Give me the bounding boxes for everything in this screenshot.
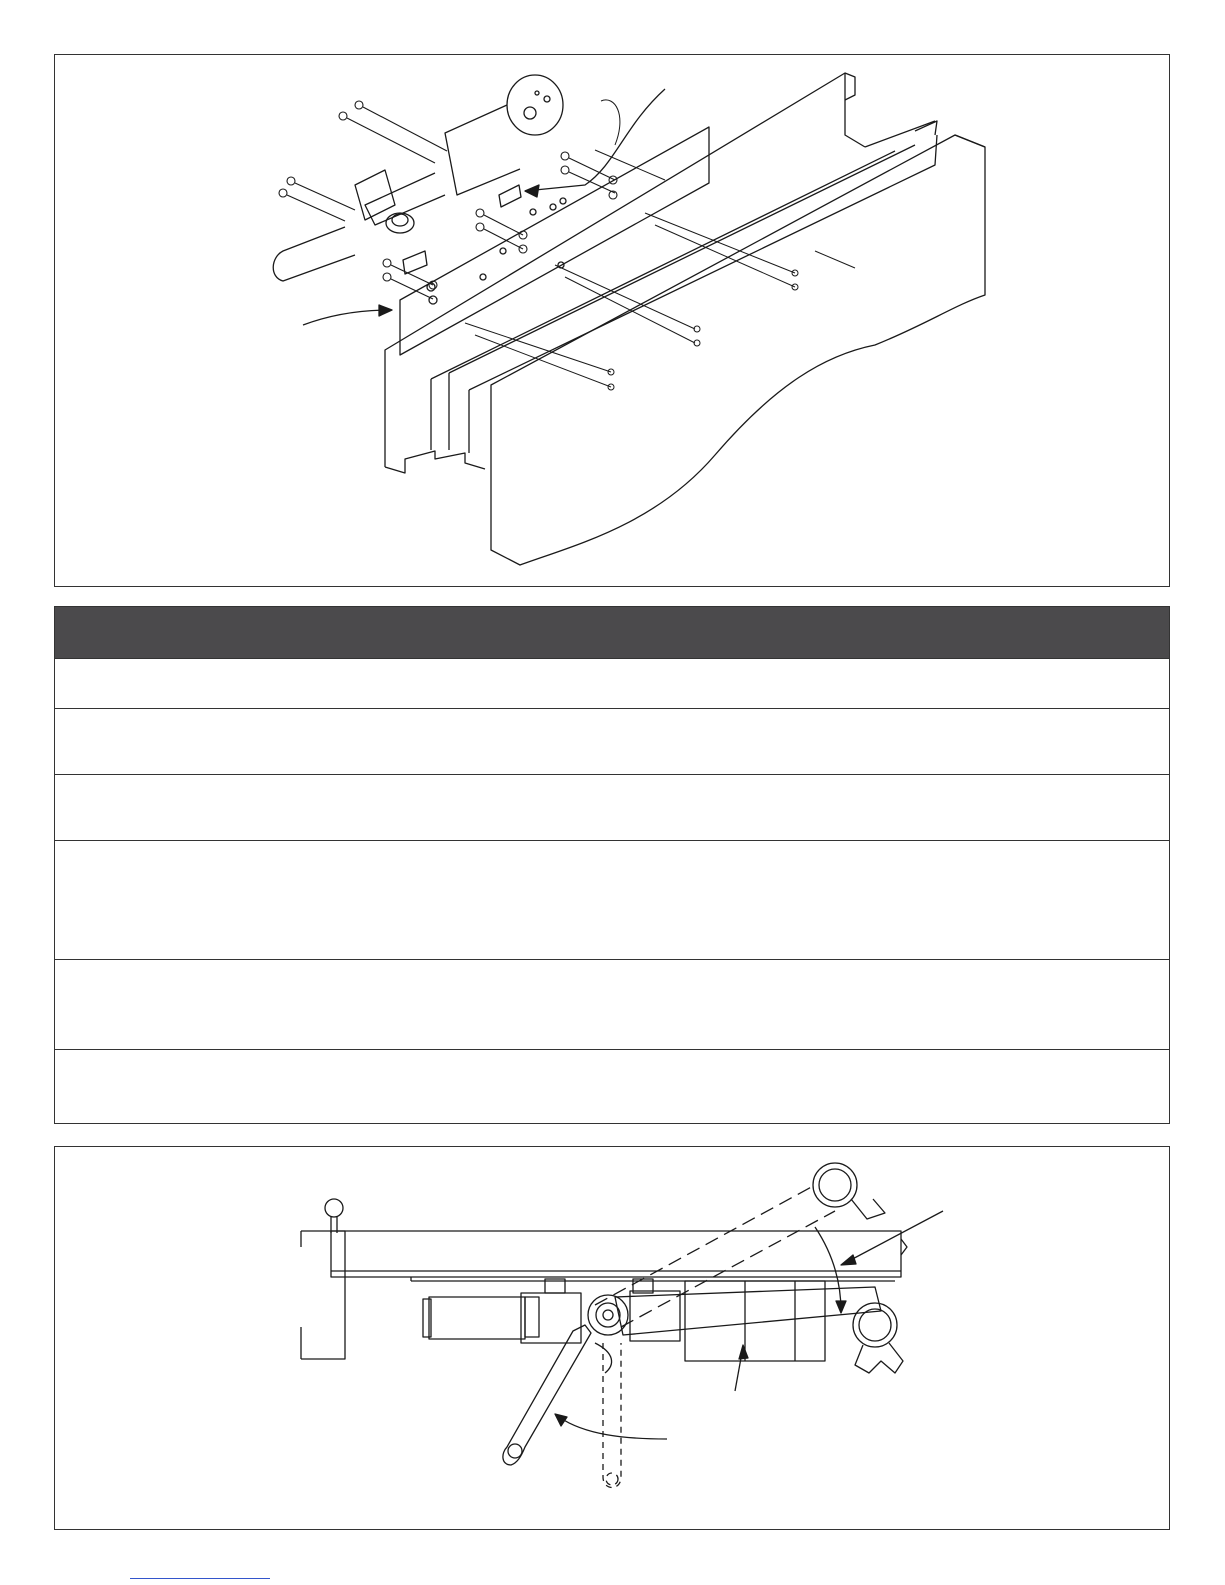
table-row xyxy=(55,959,1169,1049)
table-row xyxy=(55,774,1169,840)
table-row xyxy=(55,840,1169,959)
table-row xyxy=(55,658,1169,708)
wrench xyxy=(503,1325,612,1465)
arm-upper-position xyxy=(813,1163,885,1219)
header-housing xyxy=(385,73,985,565)
table-header xyxy=(55,607,1169,658)
callout-arrows xyxy=(303,89,665,325)
steps-table xyxy=(54,606,1170,1124)
brackets xyxy=(403,185,521,274)
wrench-dashed xyxy=(603,1343,621,1488)
figure-motor-assembly xyxy=(54,54,1170,587)
table-row xyxy=(55,1049,1169,1125)
table-row xyxy=(55,708,1169,774)
arm-adjustment-drawing xyxy=(55,1147,1171,1531)
rotation-arc xyxy=(559,1417,667,1439)
arm-dashed-position xyxy=(595,1185,835,1327)
footer-link[interactable] xyxy=(130,1578,270,1579)
angle-arc xyxy=(815,1227,841,1311)
motor-assembly-drawing xyxy=(55,55,1171,588)
figure-arm-adjustment xyxy=(54,1146,1170,1530)
